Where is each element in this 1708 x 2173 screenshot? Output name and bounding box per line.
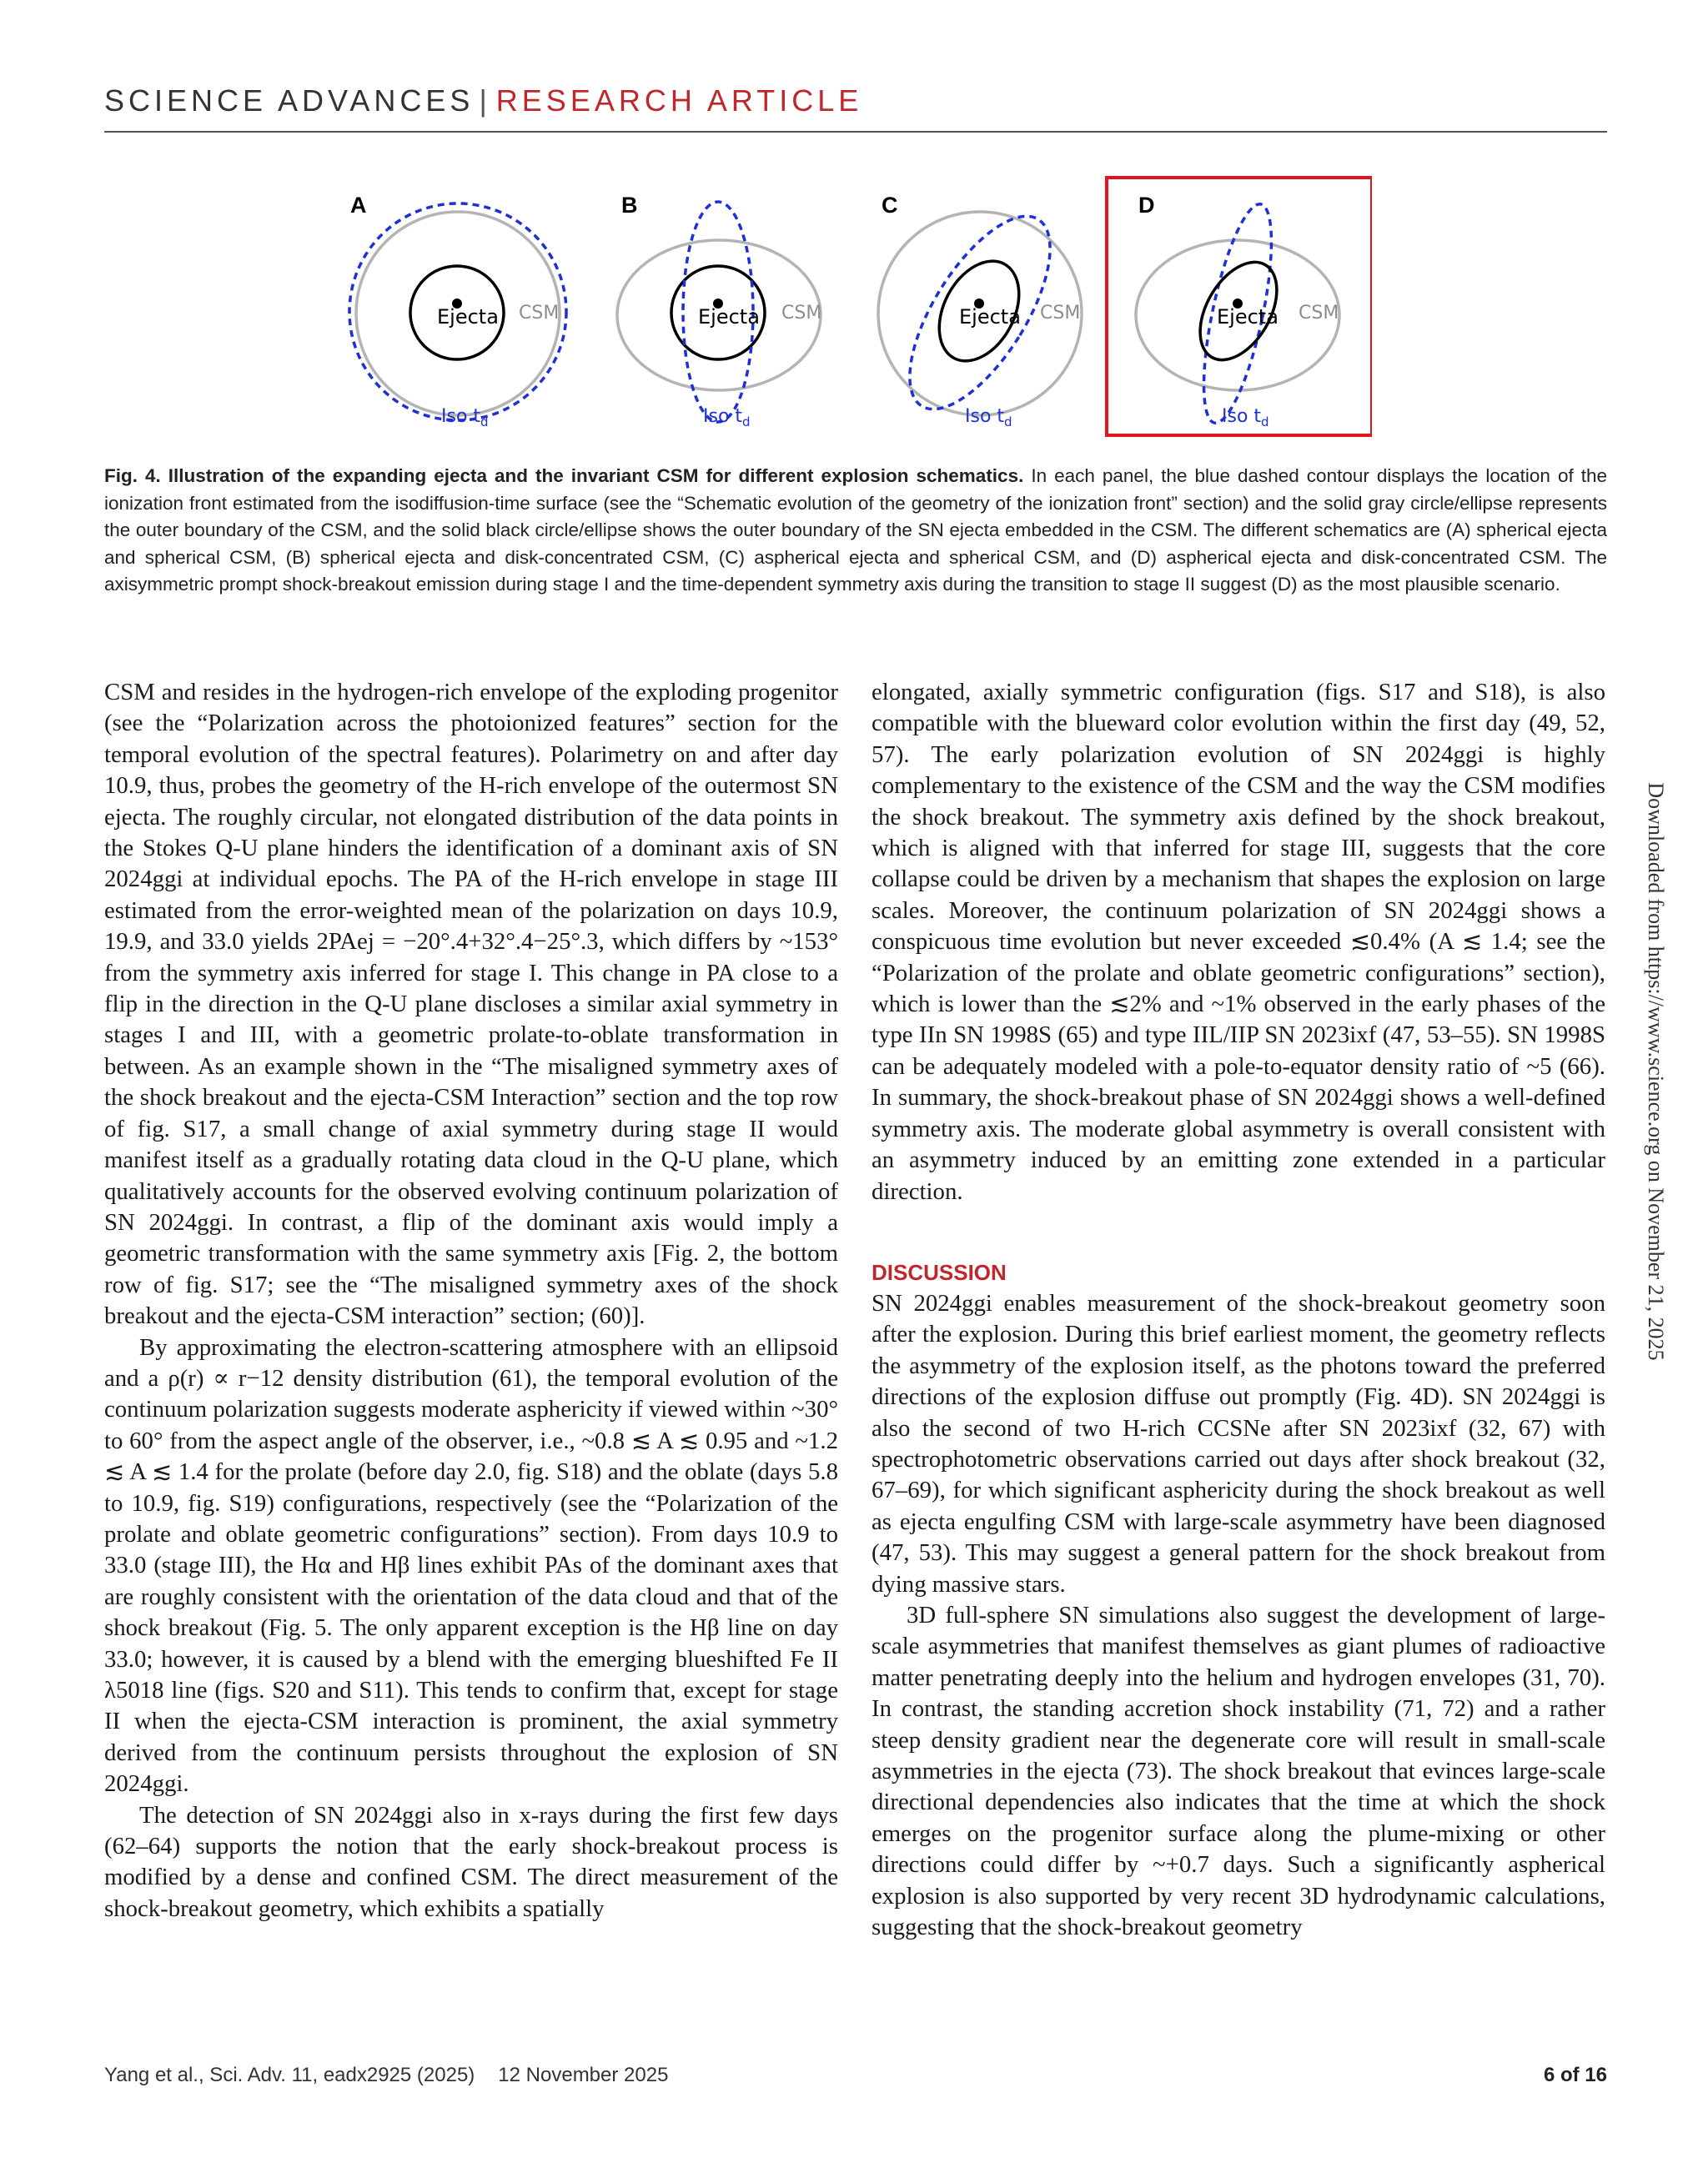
panel-letter: C bbox=[882, 193, 898, 218]
right-column bbox=[872, 677, 1605, 1943]
figure-4 bbox=[338, 175, 1372, 438]
publication-date: 12 November 2025 bbox=[498, 2064, 669, 2086]
csm-label: CSM bbox=[519, 303, 560, 324]
ejecta-label: Ejecta bbox=[437, 305, 499, 329]
paragraph: SN 2024ggi enables measurement of the shock-breakout geometry soon after the explosion. During this brief earliest moment, the geometry reflects the asymmetry of the explosion itself, as the photons toward the preferred directions of the explosion diffuse out promptly (Fig. 4D). SN 2024ggi is also the second of two H-rich CCSNe after SN 2023ixf (32, 67) with spectrophotometric observations carried out days after shock breakout (32, 67–69), for which significant asphericity during the shock breakout as well as ejecta engulfing CSM with large-scale asymmetry have been diagnosed (47, 53). This may suggest a general pattern for the shock breakout from dying massive stars. bbox=[872, 1289, 1605, 1598]
panel-c bbox=[878, 193, 1082, 430]
panel-b bbox=[617, 193, 821, 429]
panel-letter: D bbox=[1138, 193, 1155, 218]
ejecta-label: Ejecta bbox=[959, 305, 1021, 329]
iso-td-label: Iso $t_d$ bbox=[703, 406, 751, 429]
ejecta-label: Ejecta bbox=[1217, 305, 1278, 329]
figure-caption bbox=[104, 463, 1607, 599]
paragraph: By approximating the electron-scattering atmosphere with an ellipsoid and a ρ(r) ∝ r−12 density distribution (61), the temporal evolution of the continuum polarization suggests moderate asphericity if viewed within ~30° to 60° from the aspect angle of the observer, i.e., ~0.8 ≲ A ≲ 0.95 and ~1.2 ≲ A ≲ 1.4 for the prolate (before day 2.0, fig. S18) and the oblate (days 5.8 to 10.9, fig. S19) configurations, respectively (see the “Polarization of the prolate and oblate geometric configurations” section). From days 10.9 to 33.0 (stage III), the Hα and Hβ lines exhibit PAs of the dominant axes that are roughly consistent with the orientation of the data cloud and that of the shock breakout (Fig. 5. The only apparent exception is the Hβ line on day 33.0; however, it is caused by a blend with the emerging blueshifted Fe II λ5018 line (figs. S20 and S11). This tends to confirm that, except for stage II when the ejecta-CSM interaction is prominent, the axial symmetry derived from the continuum persists throughout the explosion of SN 2024ggi. bbox=[104, 1333, 838, 1798]
page-number: 6 of 16 bbox=[1543, 2064, 1607, 2086]
paragraph: CSM and resides in the hydrogen-rich envelope of the exploding progenitor (see the “Polarization across the photoionized features” section for the temporal evolution of the spectral features). Polarimetry on and after day 10.9, thus, probes the geometry of the H-rich envelope of the outermost SN ejecta. The roughly circular, not elongated distribution of the data points in the Stokes Q-U plane hinders the identification of a dominant axis of SN 2024ggi at individual epochs. The PA of the H-rich envelope in stage III estimated from the error-weighted mean of the polarization on days 10.9, 19.9, and 33.0 yields 2PAej = −20°.4+32°.4−25°.3, which differs by ~153° from the symmetry axis inferred for stage I. This change in PA close to a flip in the direction in the Q-U plane discloses a similar axial symmetry in stages I and III, with a geometric prolate-to-oblate transformation in between. As an example shown in the “The misaligned symmetry axes of the shock breakout and the ejecta-CSM Interaction” section and the top row of fig. S17, a small change of axial symmetry during stage II would manifest itself as a gradually rotating data cloud in the Q-U plane, which qualitatively accounts for the observed evolving continuum polarization of SN 2024ggi. In contrast, a flip of the dominant axis would imply a geometric transformation with the same symmetry axis [Fig. 2, the bottom row of fig. S17; see the “The misaligned symmetry axes of the shock breakout and the ejecta-CSM interaction” section; (60)]. bbox=[104, 679, 838, 1330]
article-type: RESEARCH ARTICLE bbox=[495, 83, 863, 118]
csm-label: CSM bbox=[781, 303, 822, 324]
paragraph: elongated, axially symmetric configuration (figs. S17 and S18), is also compatible with the blueward color evolution within the first day (49, 52, 57). The early polarization evolution of SN 2024ggi is highly complementary to the existence of the CSM and the way the CSM modifies the shock breakout. The symmetry axis defined by the shock breakout, which is aligned with that inferred for stage III, suggests that the core collapse could be driven by a mechanism that shapes the explosion on large scales. Moreover, the continuum polarization of SN 2024ggi shows a conspicuous time evolution but never exceeded ≲0.4% (A ≲ 1.4; see the “Polarization of the prolate and oblate geometric configurations” section), which is lower than the ≲2% and ~1% observed in the early phases of the type IIn SN 1998S (65) and type IIL/IIP SN 2023ixf (47, 53–55). SN 1998S can be adequately modeled with a pole-to-equator density ratio of ~5 (66). In summary, the shock-breakout phase of SN 2024ggi shows a well-defined symmetry axis. The moderate global asymmetry is overall consistent with an asymmetry induced by an emitting zone extended in a particular direction. bbox=[872, 679, 1605, 1205]
journal-name: SCIENCE ADVANCES bbox=[104, 83, 475, 118]
citation: Yang et al., Sci. Adv. 11, eadx2925 (2025) bbox=[104, 2064, 475, 2086]
download-watermark: Downloaded from https://www.science.org on November 21, 2025 bbox=[1644, 782, 1668, 1361]
panel-d bbox=[1107, 178, 1372, 435]
left-column bbox=[104, 677, 838, 1925]
csm-label: CSM bbox=[1040, 303, 1081, 324]
panel-letter: A bbox=[350, 193, 367, 218]
paragraph: 3D full-sphere SN simulations also suggest the development of large-scale asymmetries that manifest themselves as giant plumes of radioactive matter penetrating deeply into the helium and hydrogen envelopes (31, 70). In contrast, the standing accretion shock instability (71, 72) and a rather steep density gradient near the degenerate core will result in small-scale asymmetries in the ejecta (73). The shock breakout that evinces large-scale directional dependencies also indicates that the time at which the shock emerges on the progenitor surface along the plume-mixing or other directions could differ by ~+0.7 days. Such a significantly aspherical explosion is also supported by very recent 3D hydrodynamic calculations, suggesting that the shock-breakout geometry bbox=[872, 1601, 1605, 1941]
panel-letter: B bbox=[621, 193, 638, 218]
caption-title: Fig. 4. Illustration of the expanding ejecta and the invariant CSM for different explosion schematics. bbox=[104, 465, 1024, 486]
panel-a bbox=[349, 193, 566, 429]
figure-4-schematics bbox=[338, 175, 1372, 438]
header-separator: | bbox=[479, 83, 491, 118]
iso-td-label: Iso $t_d$ bbox=[1222, 406, 1269, 429]
ejecta-label: Ejecta bbox=[698, 305, 760, 329]
section-heading-discussion: DISCUSSION bbox=[872, 1259, 1007, 1285]
iso-td-label: Iso $t_d$ bbox=[441, 406, 489, 429]
caption-body: In each panel, the blue dashed contour displays the location of the ionization front estimated from the isodiffusion-time surface (see the “Schematic evolution of the geometry of the ionization front” section) and the solid gray circle/ellipse represents the outer boundary of the CSM, and the solid black circle/ellipse shows the outer boundary of the SN ejecta embedded in the CSM. The different schematics are (A) spherical ejecta and spherical CSM, (B) spherical ejecta and disk-concentrated CSM, (C) aspherical ejecta and spherical CSM, and (D) aspherical ejecta and disk-concentrated CSM. The axisymmetric prompt shock-breakout emission during stage I and the time-dependent symmetry axis during the transition to stage II suggest (D) as the most plausible scenario. bbox=[104, 465, 1607, 595]
footer-citation bbox=[104, 2064, 668, 2087]
header-rule bbox=[104, 131, 1607, 133]
csm-label: CSM bbox=[1299, 303, 1339, 324]
paragraph: The detection of SN 2024ggi also in x-rays during the first few days (62–64) supports the notion that the early shock-breakout process is modified by a dense and confined CSM. The direct measurement of the shock-breakout geometry, which exhibits a spatially bbox=[104, 1801, 838, 1922]
iso-td-label: Iso $t_d$ bbox=[965, 406, 1012, 429]
running-header bbox=[104, 83, 862, 118]
